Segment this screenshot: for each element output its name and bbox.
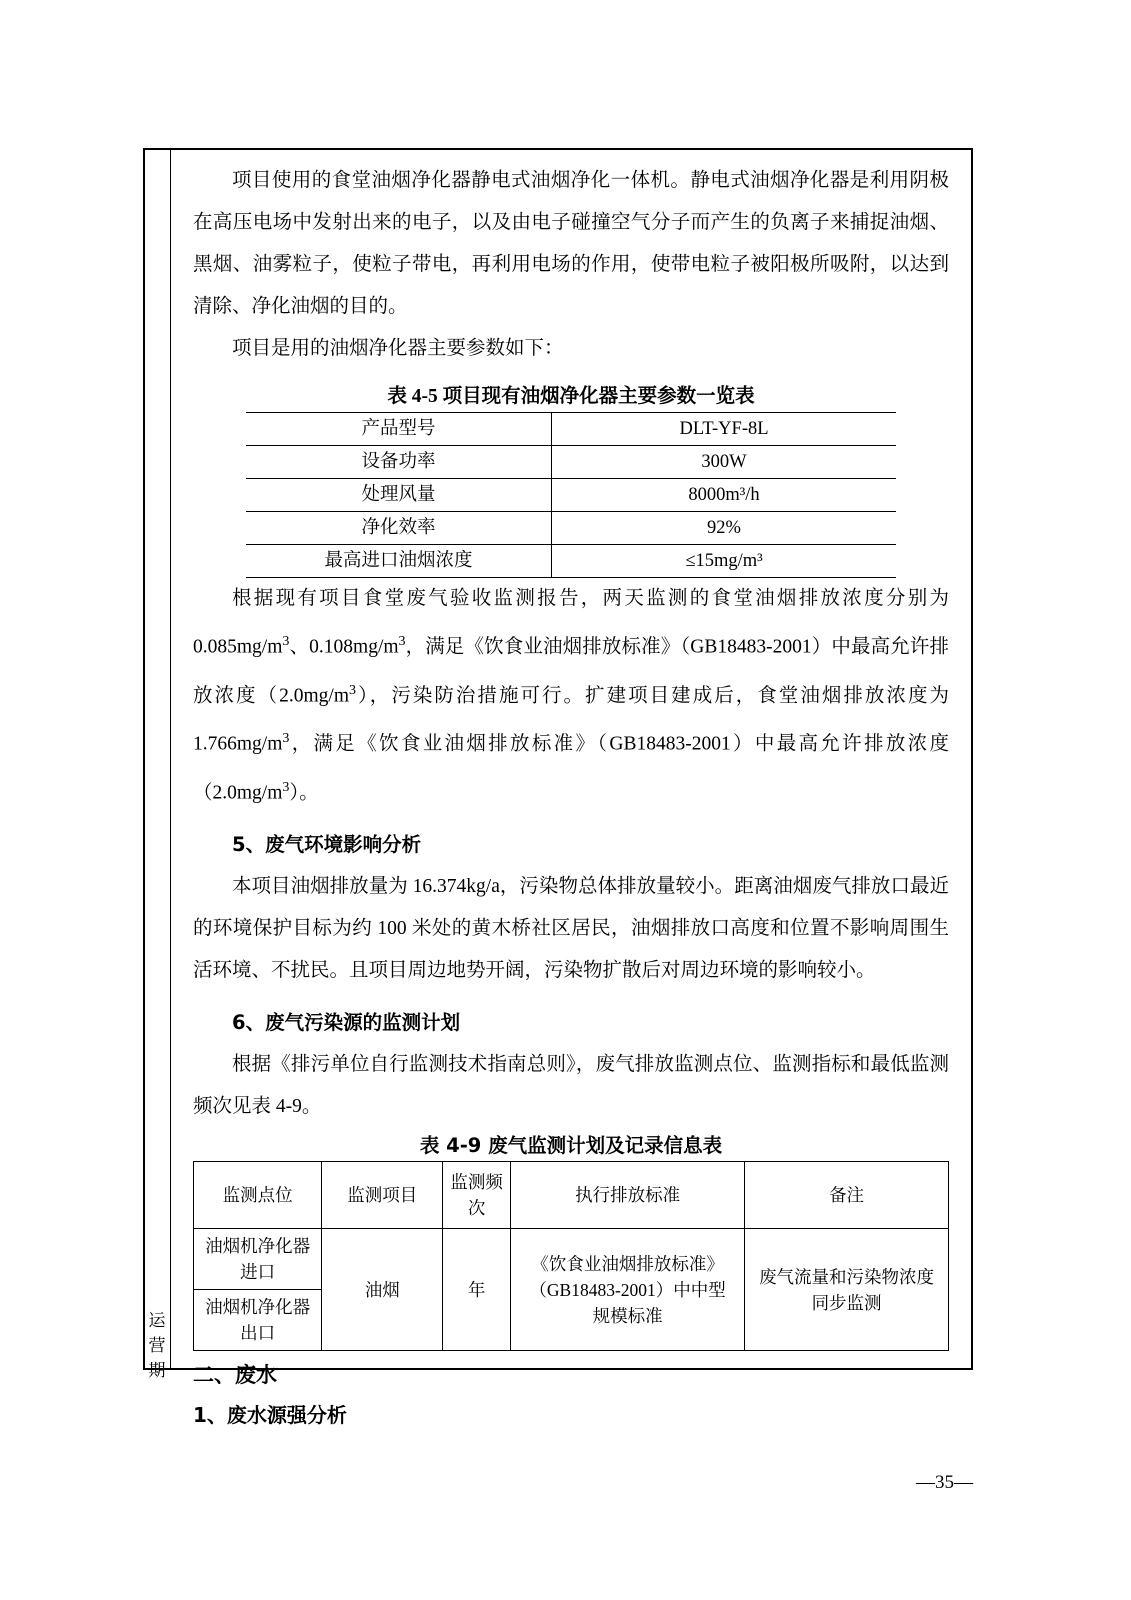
param-value: 300W	[552, 446, 897, 479]
param-label: 产品型号	[246, 413, 552, 446]
column-header-frequency: 监测频次	[443, 1162, 511, 1229]
column-header-remark: 备注	[745, 1162, 949, 1229]
heading-6: 6、废气污染源的监测计划	[232, 1011, 461, 1034]
table-header-row	[194, 1162, 949, 1229]
superscript-3: 3	[282, 730, 290, 746]
text-segment: ，满足《饮食业油烟排放标准》（GB18483-2001）中最高允许排放浓度（2.0mg/m	[193, 733, 949, 803]
left-label-column	[143, 148, 171, 1380]
cell-point-inlet: 油烟机净化器进口	[194, 1229, 322, 1290]
superscript-3: 3	[398, 633, 406, 649]
cell-frequency: 年	[443, 1229, 511, 1351]
paragraph-intro: 项目使用的食堂油烟净化器静电式油烟净化一体机。静电式油烟净化器是利用阴极在高压电场中发射出来的电子，以及由电子碰撞空气分子而产生的负离子来捕捉油烟、黑烟、油雾粒子，使粒子带电，再利用电场的作用，使带电粒子被阳极所吸附，以达到清除、净化油烟的目的。	[193, 170, 949, 317]
cell-point-outlet: 油烟机净化器出口	[194, 1290, 322, 1351]
text-segment: 、0.108mg/m	[289, 636, 399, 658]
superscript-3: 3	[282, 633, 290, 649]
param-label: 最高进口油烟浓度	[246, 545, 552, 578]
text-segment: 根据现有项目食堂废气验收监测报告，两天监测的食堂油烟排放浓度分别为0.085mg/m	[193, 588, 949, 658]
superscript-3: 3	[282, 778, 290, 795]
column-header-point: 监测点位	[194, 1162, 322, 1229]
paragraph-monitoring-plan: 根据《排污单位自行监测技术指南总则》，废气排放监测点位、监测指标和最低监测频次见表 4-9。	[193, 1054, 949, 1117]
table-row	[246, 512, 896, 545]
text-segment: ，满足《饮食业油烟排放标准》（GB18483-2001）中最高允许排放浓度（2.0mg/m	[193, 636, 949, 706]
paragraph-impact-analysis: 本项目油烟排放量为 16.374kg/a，污染物总体排放量较小。距离油烟废气排放口最近的环境保护目标为约 100 米处的黄木桥社区居民，油烟排放口高度和位置不影响周围生活环境、不扰民。且项目周边地势开阔，污染物扩散后对周边环境的影响较小。	[193, 876, 949, 981]
table-4-9-caption: 表 4-9 废气监测计划及记录信息表	[419, 1134, 723, 1157]
page-content	[171, 148, 971, 1427]
table-row	[246, 413, 896, 446]
table-row	[246, 446, 896, 479]
section-heading-wastewater: 二、废水	[193, 1363, 277, 1387]
standard-line-2: （GB18483-2001）中中型	[529, 1279, 726, 1300]
cell-remark	[745, 1229, 949, 1351]
column-header-standard: 执行排放标准	[511, 1162, 745, 1229]
param-label: 处理风量	[246, 479, 552, 512]
param-value: 8000m³/h	[552, 479, 897, 512]
page-number: —35—	[916, 1472, 973, 1493]
column-header-item: 监测项目	[322, 1162, 443, 1229]
table-4-5	[246, 412, 896, 578]
param-label: 净化效率	[246, 512, 552, 545]
standard-line-3: 规模标准	[592, 1305, 663, 1326]
superscript-3: 3	[348, 681, 356, 698]
table-row	[246, 545, 896, 578]
cell-standard	[511, 1229, 745, 1351]
table-row	[246, 479, 896, 512]
text-segment: ）。	[289, 782, 319, 803]
section-subheading-wastewater-source: 1、废水源强分析	[193, 1403, 347, 1427]
remark-line-1: 废气流量和污染物浓度	[759, 1266, 935, 1287]
param-label: 设备功率	[246, 446, 552, 479]
table-4-9	[193, 1161, 949, 1351]
heading-5: 5、废气环境影响分析	[232, 833, 422, 856]
param-value: 92%	[552, 512, 897, 545]
table-4-5-caption: 表 4-5 项目现有油烟净化器主要参数一览表	[387, 386, 755, 407]
paragraph-monitoring-results	[193, 578, 949, 814]
cell-item: 油烟	[322, 1229, 443, 1351]
standard-line-1: 《饮食业油烟排放标准》	[531, 1253, 724, 1274]
paragraph-params-lead: 项目是用的油烟净化器主要参数如下：	[232, 338, 564, 359]
param-value: DLT-YF-8L	[552, 413, 897, 446]
text-segment: ），污染防治措施可行。扩建项目建成后，食堂油烟排放浓度为 1.766mg/m	[193, 685, 949, 755]
table-row	[194, 1229, 949, 1290]
param-value: ≤15mg/m³	[552, 545, 897, 578]
remark-line-2: 同步监测	[811, 1292, 882, 1313]
left-column-label: 运营期	[148, 1311, 166, 1380]
